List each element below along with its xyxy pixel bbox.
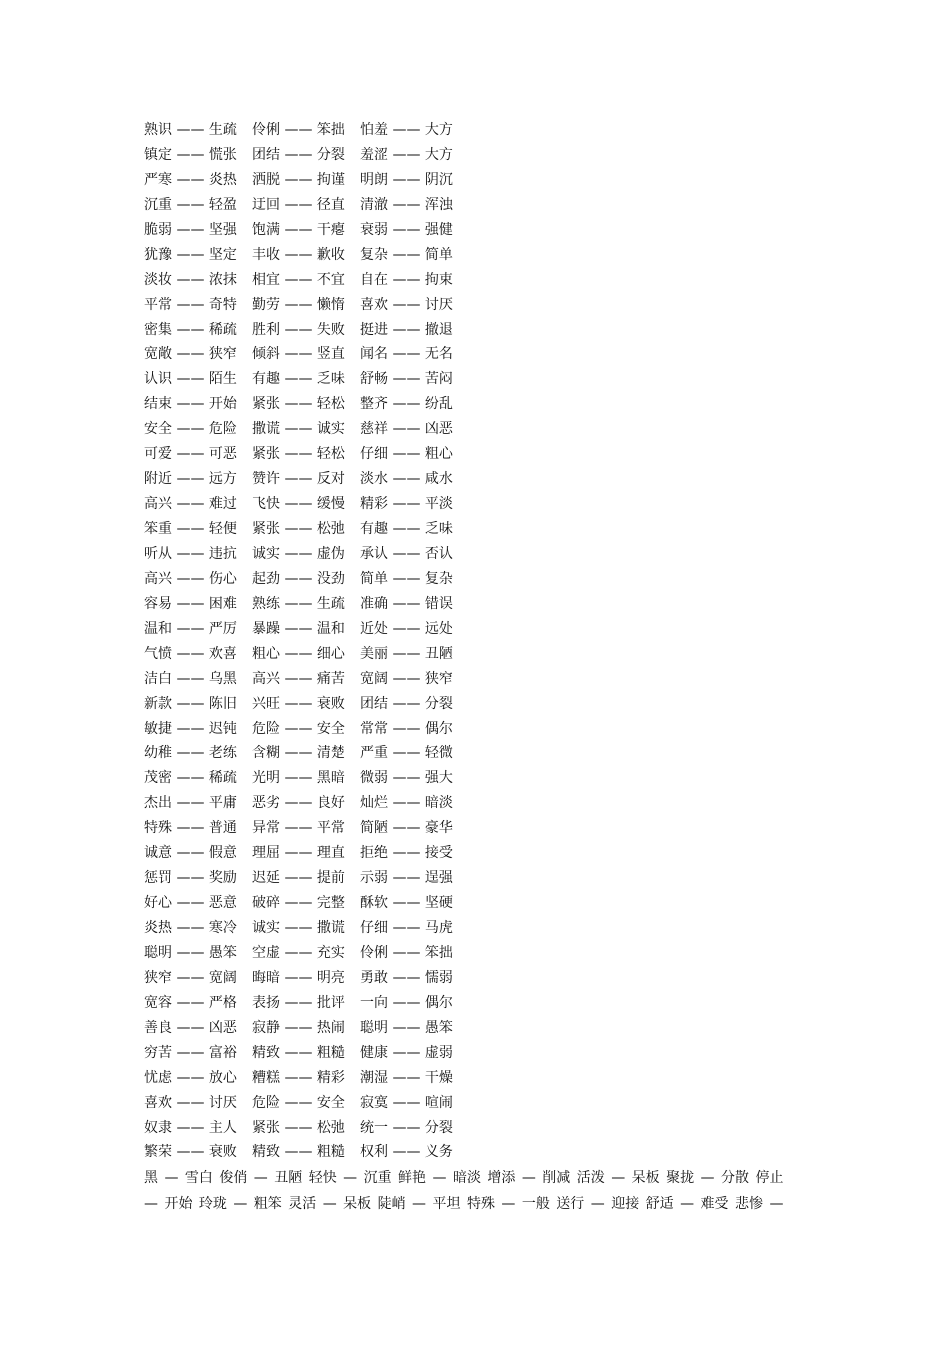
antonym-pair: 高兴 —— 伤心 <box>144 570 237 587</box>
antonym-pair: 粗心 —— 细心 <box>252 645 345 662</box>
antonym-pair: 认识 —— 陌生 <box>144 371 237 388</box>
antonym-row <box>144 542 824 567</box>
antonym-pair: 镇定 —— 慌张 <box>144 146 237 163</box>
antonym-pair: 糟糕 —— 精彩 <box>252 1069 345 1086</box>
antonym-pair: 团结 —— 分裂 <box>252 146 345 163</box>
antonym-row <box>144 966 824 991</box>
antonym-pair: 团结 —— 分裂 <box>360 695 453 712</box>
antonym-pair: 暴躁 —— 温和 <box>252 620 345 637</box>
antonym-pair: 灿烂 —— 暗淡 <box>360 795 453 812</box>
antonym-pair: 清澈 —— 浑浊 <box>360 196 453 213</box>
prose-line-1: 黑 — 雪白 俊俏 — 丑陋 轻快 — 沉重 鲜艳 — 暗淡 增添 — 削减 活泼 — 呆板 聚拢 — 分散 停止 <box>144 1170 784 1187</box>
antonym-pair: 诚实 —— 虚伪 <box>252 545 345 562</box>
antonym-row <box>144 1091 824 1116</box>
antonym-pair: 喜欢 —— 讨厌 <box>144 1094 237 1111</box>
antonym-pair: 慈祥 —— 凶恶 <box>360 421 453 438</box>
antonym-pair: 新款 —— 陈旧 <box>144 695 237 712</box>
antonym-pair: 沉重 —— 轻盈 <box>144 196 237 213</box>
antonym-pair: 脆弱 —— 坚强 <box>144 221 237 238</box>
antonym-pair: 杰出 —— 平庸 <box>144 795 237 812</box>
antonym-pair: 危险 —— 安全 <box>252 1094 345 1111</box>
antonym-row <box>144 243 824 268</box>
antonym-pair: 伶俐 —— 笨拙 <box>252 122 345 138</box>
antonym-pair: 高兴 —— 痛苦 <box>252 670 345 687</box>
prose-line-2: — 开始 玲珑 — 粗笨 灵活 — 呆板 陡峭 — 平坦 特殊 — 一般 送行 — 迎接 舒适 — 难受 悲惨 — <box>144 1196 784 1213</box>
antonym-table <box>144 118 824 1165</box>
antonym-pair: 宽敞 —— 狭窄 <box>144 346 237 363</box>
antonym-pair: 特殊 —— 普通 <box>144 820 237 837</box>
antonym-pair: 复杂 —— 简单 <box>360 246 453 263</box>
antonym-pair: 承认 —— 否认 <box>360 545 453 562</box>
antonym-row <box>144 916 824 941</box>
antonym-pair: 茂密 —— 稀疏 <box>144 770 237 787</box>
antonym-pair: 胜利 —— 失败 <box>252 321 345 338</box>
antonym-pair: 严重 —— 轻微 <box>360 745 453 762</box>
antonym-pair: 含糊 —— 清楚 <box>252 745 345 762</box>
antonym-pair: 美丽 —— 丑陋 <box>360 645 453 662</box>
antonym-pair: 平常 —— 奇特 <box>144 296 237 313</box>
antonym-pair: 闻名 —— 无名 <box>360 346 453 363</box>
antonym-pair: 听从 —— 违抗 <box>144 545 237 562</box>
antonym-pair: 容易 —— 困难 <box>144 595 237 612</box>
antonym-row <box>144 791 824 816</box>
antonym-row <box>144 492 824 517</box>
antonym-pair: 熟练 —— 生疏 <box>252 595 345 612</box>
antonym-pair: 倾斜 —— 竖直 <box>252 346 345 363</box>
antonym-pair: 表扬 —— 批评 <box>252 994 345 1011</box>
antonym-pair: 羞涩 —— 大方 <box>360 146 453 163</box>
antonym-pair: 喜欢 —— 讨厌 <box>360 296 453 313</box>
antonym-row <box>144 467 824 492</box>
antonym-pair: 幼稚 —— 老练 <box>144 745 237 762</box>
antonym-pair: 安全 —— 危险 <box>144 421 237 438</box>
antonym-pair: 寂寞 —— 喧闹 <box>360 1094 453 1111</box>
antonym-pair: 诚实 —— 撒谎 <box>252 920 345 936</box>
antonym-pair: 聪明 —— 愚笨 <box>360 1019 453 1036</box>
antonym-pair: 整齐 —— 纷乱 <box>360 396 453 413</box>
antonym-pair: 破碎 —— 完整 <box>252 895 345 912</box>
antonym-pair: 紧张 —— 轻松 <box>252 396 345 413</box>
antonym-row <box>144 392 824 417</box>
antonym-pair: 空虚 —— 充实 <box>252 944 345 961</box>
antonym-row <box>144 1041 824 1066</box>
antonym-row <box>144 617 824 642</box>
antonym-pair: 挺进 —— 撤退 <box>360 321 453 338</box>
antonym-pair: 仔细 —— 马虎 <box>360 920 453 936</box>
antonym-document <box>144 118 824 1217</box>
antonym-pair: 炎热 —— 寒冷 <box>144 920 237 936</box>
antonym-pair: 聪明 —— 愚笨 <box>144 944 237 961</box>
antonym-pair: 可爱 —— 可恶 <box>144 446 237 463</box>
antonym-pair: 危险 —— 安全 <box>252 720 345 737</box>
antonym-row <box>144 841 824 866</box>
antonym-pair: 寂静 —— 热闹 <box>252 1019 345 1036</box>
antonym-row <box>144 293 824 318</box>
antonym-pair: 晦暗 —— 明亮 <box>252 969 345 986</box>
antonym-pair: 仔细 —— 粗心 <box>360 446 453 463</box>
antonym-pair: 宽阔 —— 狭窄 <box>360 670 453 687</box>
antonym-pair: 紧张 —— 松弛 <box>252 521 345 537</box>
antonym-row <box>144 891 824 916</box>
antonym-pair: 紧张 —— 松弛 <box>252 1119 345 1136</box>
antonym-pair: 气愤 —— 欢喜 <box>144 645 237 662</box>
antonym-row <box>144 567 824 592</box>
antonym-pair: 明朗 —— 阴沉 <box>360 171 453 188</box>
antonym-pair: 准确 —— 错误 <box>360 595 453 612</box>
antonym-pair: 近处 —— 远处 <box>360 620 453 637</box>
antonym-row <box>144 1066 824 1091</box>
antonym-row <box>144 318 824 343</box>
antonym-pair: 有趣 —— 乏味 <box>360 521 453 537</box>
antonym-pair: 迟延 —— 提前 <box>252 870 345 887</box>
antonym-pair: 严寒 —— 炎热 <box>144 171 237 188</box>
antonym-pair: 迂回 —— 径直 <box>252 196 345 213</box>
antonym-pair: 犹豫 —— 坚定 <box>144 246 237 263</box>
antonym-row <box>144 367 824 392</box>
antonym-pair: 笨重 —— 轻便 <box>144 521 237 537</box>
antonym-pair: 相宜 —— 不宜 <box>252 271 345 288</box>
antonym-pair: 密集 —— 稀疏 <box>144 321 237 338</box>
antonym-pair: 结束 —— 开始 <box>144 396 237 413</box>
antonym-pair: 好心 —— 恶意 <box>144 895 237 912</box>
antonym-pair: 赞许 —— 反对 <box>252 471 345 488</box>
antonym-pair: 勤劳 —— 懒惰 <box>252 296 345 313</box>
antonym-pair: 善良 —— 凶恶 <box>144 1019 237 1036</box>
antonym-pair: 穷苦 —— 富裕 <box>144 1044 237 1061</box>
antonym-row <box>144 642 824 667</box>
antonym-pair: 舒畅 —— 苦闷 <box>360 371 453 388</box>
antonym-pair: 兴旺 —— 衰败 <box>252 695 345 712</box>
antonym-pair: 高兴 —— 难过 <box>144 496 237 513</box>
antonym-pair: 狭窄 —— 宽阔 <box>144 969 237 986</box>
antonym-pair: 繁荣 —— 衰败 <box>144 1144 237 1161</box>
antonym-pair: 惩罚 —— 奖励 <box>144 870 237 887</box>
antonym-pair: 光明 —— 黑暗 <box>252 770 345 787</box>
antonym-pair: 有趣 —— 乏味 <box>252 371 345 388</box>
antonym-pair: 自在 —— 拘束 <box>360 271 453 288</box>
antonym-pair: 示弱 —— 逞强 <box>360 870 453 887</box>
antonym-pair: 统一 —— 分裂 <box>360 1119 453 1136</box>
antonym-pair: 忧虑 —— 放心 <box>144 1069 237 1086</box>
antonym-row <box>144 143 824 168</box>
antonym-row <box>144 342 824 367</box>
antonym-row <box>144 268 824 293</box>
antonym-pair: 拒绝 —— 接受 <box>360 845 453 862</box>
antonym-pair: 一向 —— 偶尔 <box>360 994 453 1011</box>
antonym-pair: 淡妆 —— 浓抹 <box>144 271 237 288</box>
antonym-pair: 衰弱 —— 强健 <box>360 221 453 238</box>
antonym-pair: 撒谎 —— 诚实 <box>252 421 345 438</box>
antonym-pair: 诚意 —— 假意 <box>144 845 237 862</box>
antonym-pair: 洁白 —— 乌黑 <box>144 670 237 687</box>
antonym-pair: 敏捷 —— 迟钝 <box>144 720 237 737</box>
antonym-pair: 权利 —— 义务 <box>360 1144 453 1161</box>
antonym-row <box>144 741 824 766</box>
antonym-pair: 恶劣 —— 良好 <box>252 795 345 812</box>
antonym-pair: 奴隶 —— 主人 <box>144 1119 237 1136</box>
antonym-pair: 宽容 —— 严格 <box>144 994 237 1011</box>
antonym-row <box>144 667 824 692</box>
antonym-row <box>144 517 824 542</box>
antonym-pair: 淡水 —— 咸水 <box>360 471 453 488</box>
antonym-row <box>144 866 824 891</box>
antonym-row <box>144 417 824 442</box>
antonym-pair: 精彩 —— 平淡 <box>360 496 453 513</box>
antonym-pair: 洒脱 —— 拘谨 <box>252 171 345 188</box>
antonym-pair: 伶俐 —— 笨拙 <box>360 944 453 961</box>
antonym-row <box>144 118 824 143</box>
antonym-row <box>144 1116 824 1141</box>
antonym-pair: 简单 —— 复杂 <box>360 570 453 587</box>
antonym-row <box>144 1016 824 1041</box>
antonym-pair: 丰收 —— 歉收 <box>252 246 345 263</box>
antonym-pair: 常常 —— 偶尔 <box>360 720 453 737</box>
antonym-row <box>144 692 824 717</box>
antonym-row <box>144 218 824 243</box>
antonym-pair: 酥软 —— 坚硬 <box>360 895 453 912</box>
antonym-row <box>144 592 824 617</box>
antonym-row <box>144 816 824 841</box>
antonym-pair: 潮湿 —— 干燥 <box>360 1069 453 1086</box>
antonym-row <box>144 168 824 193</box>
antonym-row <box>144 193 824 218</box>
antonym-prose <box>144 1165 812 1217</box>
antonym-row <box>144 991 824 1016</box>
antonym-pair: 熟识 —— 生疏 <box>144 122 237 138</box>
antonym-row <box>144 1140 824 1165</box>
antonym-row <box>144 442 824 467</box>
antonym-pair: 微弱 —— 强大 <box>360 770 453 787</box>
antonym-pair: 精致 —— 粗糙 <box>252 1044 345 1061</box>
antonym-pair: 飞快 —— 缓慢 <box>252 496 345 513</box>
antonym-pair: 勇敢 —— 懦弱 <box>360 969 453 986</box>
antonym-row <box>144 717 824 742</box>
antonym-pair: 附近 —— 远方 <box>144 471 237 488</box>
antonym-pair: 精致 —— 粗糙 <box>252 1144 345 1161</box>
antonym-pair: 温和 —— 严厉 <box>144 620 237 637</box>
antonym-row <box>144 766 824 791</box>
antonym-pair: 理屈 —— 理直 <box>252 845 345 862</box>
antonym-pair: 紧张 —— 轻松 <box>252 446 345 463</box>
antonym-pair: 怕羞 —— 大方 <box>360 122 453 138</box>
antonym-pair: 健康 —— 虚弱 <box>360 1044 453 1061</box>
antonym-row <box>144 941 824 966</box>
antonym-pair: 起劲 —— 没劲 <box>252 570 345 587</box>
antonym-pair: 异常 —— 平常 <box>252 820 345 837</box>
antonym-pair: 饱满 —— 干瘪 <box>252 221 345 238</box>
antonym-pair: 简陋 —— 豪华 <box>360 820 453 837</box>
